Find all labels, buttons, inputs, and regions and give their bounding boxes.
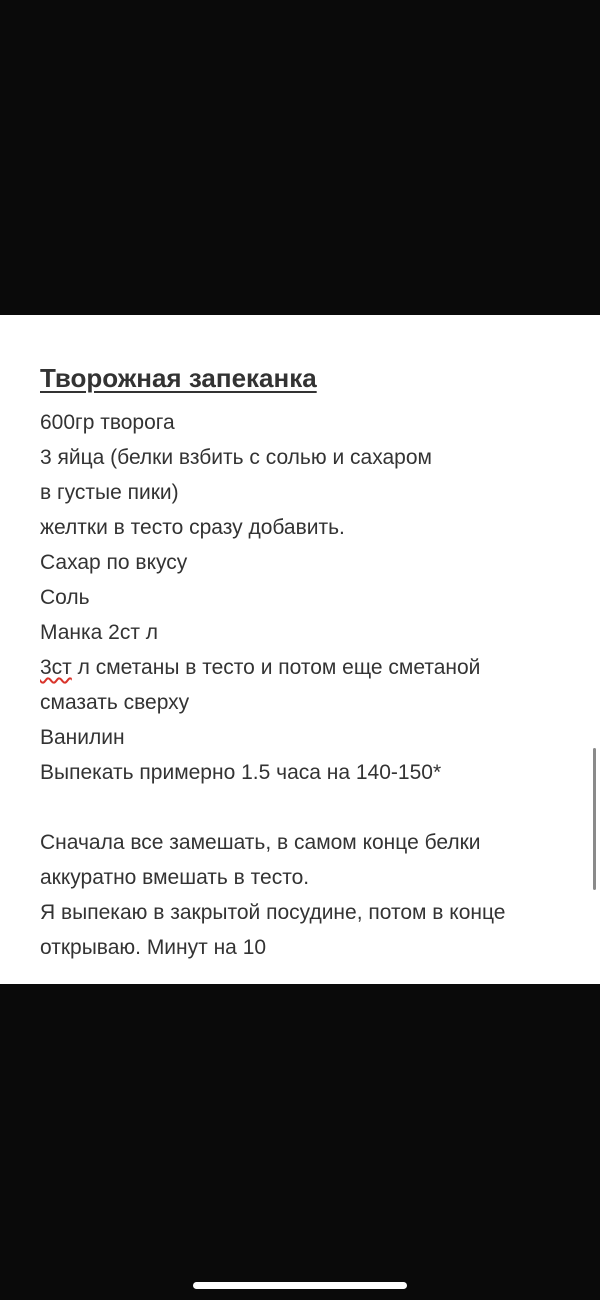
note-body[interactable] <box>40 405 580 965</box>
note-content[interactable] <box>40 361 580 965</box>
note-line[interactable] <box>40 650 580 685</box>
note-line[interactable]: 600гр творога <box>40 411 175 434</box>
note-line[interactable]: открываю. Минут на 10 <box>40 936 267 959</box>
note-line[interactable]: Сахар по вкусу <box>40 551 188 574</box>
home-indicator[interactable] <box>193 1282 407 1289</box>
blank-line <box>40 790 580 825</box>
note-line[interactable]: Я выпекаю в закрытой посудине, потом в конце <box>40 901 506 924</box>
note-line-text[interactable]: л сметаны в тесто и потом еще сметаной <box>71 656 481 679</box>
note-line[interactable]: Выпекать примерно 1.5 часа на 140-150* <box>40 761 442 784</box>
note-line[interactable]: Ванилин <box>40 726 125 749</box>
note-line[interactable]: 3 яйца (белки взбить с солью и сахаром <box>40 446 432 469</box>
note-line[interactable]: Сначала все замешать, в самом конце белки <box>40 831 481 854</box>
note-line[interactable]: в густые пики) <box>40 481 179 504</box>
note-title[interactable]: Творожная запеканка <box>40 363 317 393</box>
note-line[interactable]: смазать сверху <box>40 691 190 714</box>
note-card[interactable] <box>0 315 600 984</box>
note-line[interactable]: желтки в тесто сразу добавить. <box>40 516 345 539</box>
note-line[interactable]: аккуратно вмешать в тесто. <box>40 866 310 889</box>
misspelled-word[interactable]: 3ст <box>40 656 72 679</box>
note-line[interactable]: Соль <box>40 586 90 609</box>
note-line[interactable]: Манка 2ст л <box>40 621 159 644</box>
scroll-indicator[interactable] <box>593 748 596 890</box>
